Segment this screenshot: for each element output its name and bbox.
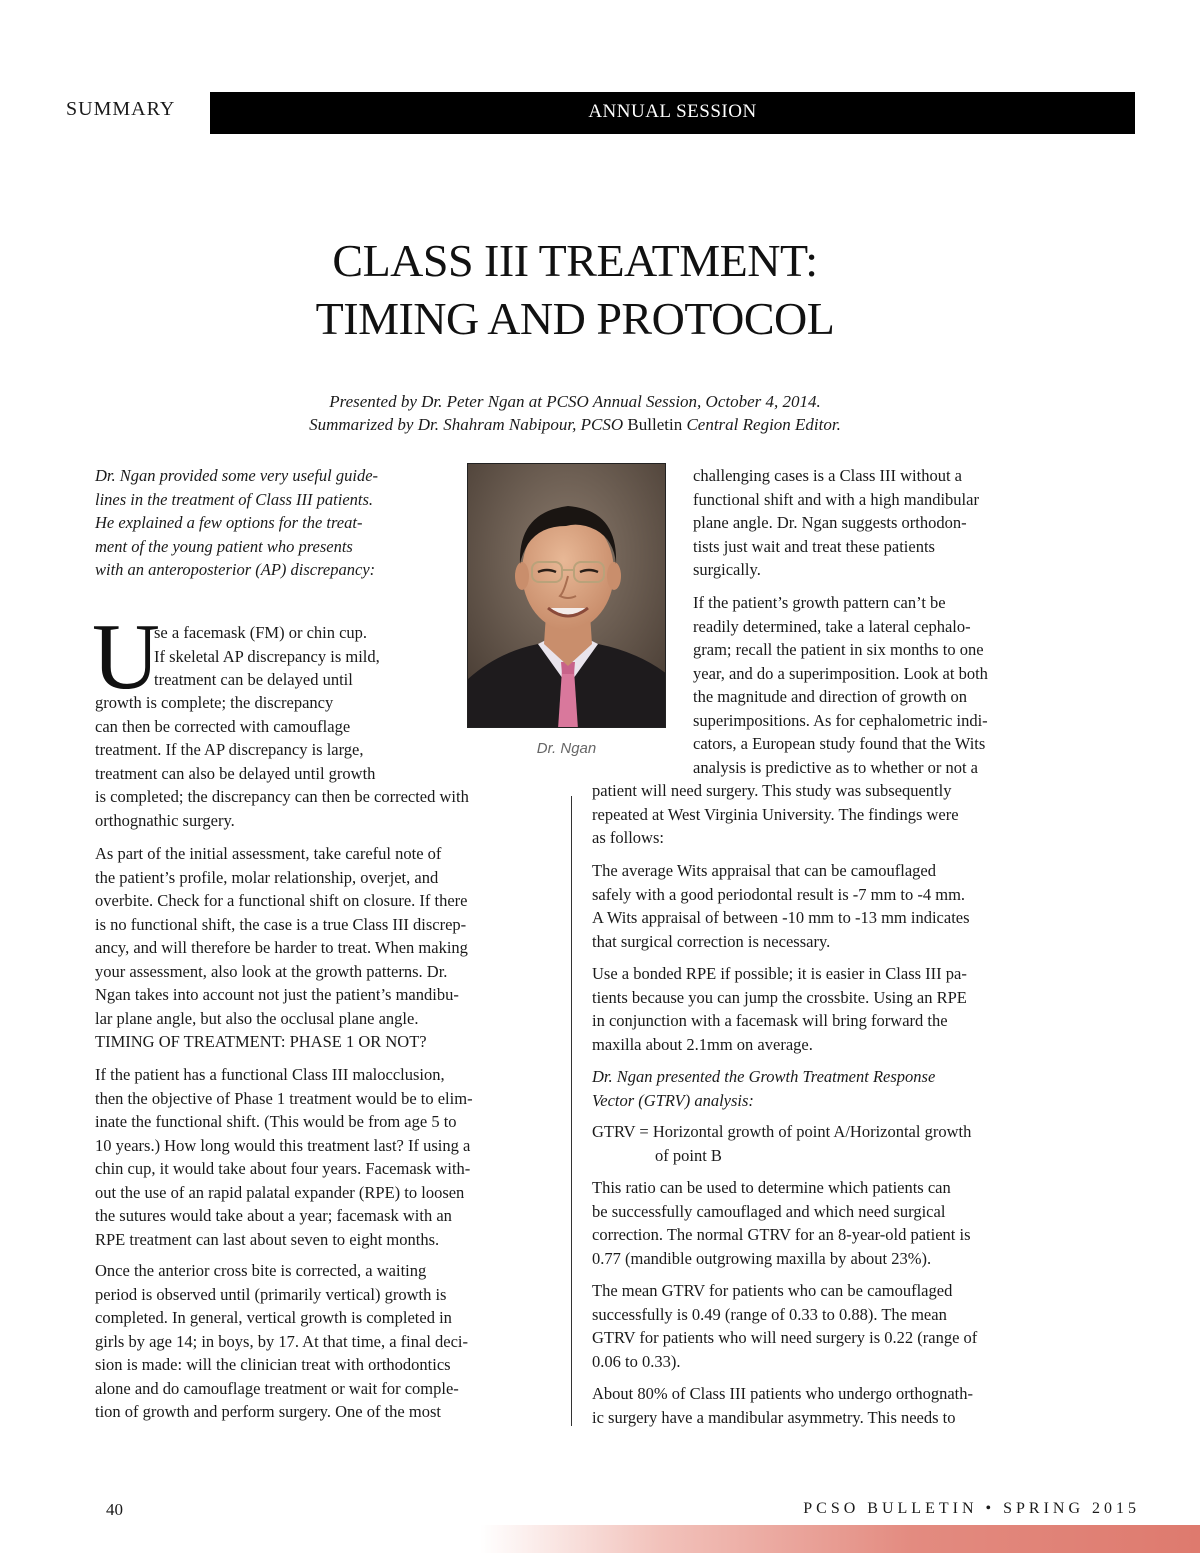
intro-paragraph <box>95 464 378 582</box>
formula-line-1: GTRV = Horizontal growth of point A/Horizontal growth <box>592 1122 972 1141</box>
text-line: 0.06 to 0.33). <box>592 1351 681 1371</box>
right-paragraph-3 <box>592 859 970 953</box>
text-line: maxilla about 2.1mm on average. <box>592 1034 813 1054</box>
text-line: If skeletal AP discrepancy is mild, <box>154 646 380 666</box>
byline-editor: Central Region Editor. <box>686 415 841 434</box>
text-line: This ratio can be used to determine which patients can <box>592 1178 951 1197</box>
text-line: year, and do a superimposition. Look at both <box>693 663 988 683</box>
text-line: ancy, and will therefore be harder to treat. When making <box>95 938 468 957</box>
text-line: plane angle. Dr. Ngan suggests orthodon- <box>693 513 967 532</box>
byline-bulletin: Bulletin <box>627 415 683 434</box>
text-line: cators, a European study found that the Wits <box>693 734 986 753</box>
text-line: challenging cases is a Class III without a <box>693 466 962 485</box>
text-line: as follows: <box>592 828 664 847</box>
text-line: chin cup, it would take about four years. Facemask with- <box>95 1159 471 1178</box>
right-paragraph-6 <box>592 1176 971 1270</box>
section-label: SUMMARY <box>66 98 176 120</box>
text-line: If the patient has a functional Class III malocclusion, <box>95 1065 445 1084</box>
right-paragraph-4 <box>592 962 967 1056</box>
text-line: inate the functional shift. (This would be from age 5 to <box>95 1112 457 1131</box>
text-line: functional shift and with a high mandibular <box>693 489 979 509</box>
right-paragraph-7 <box>592 1279 977 1373</box>
text-line: sion is made: will the clinician treat with orthodontics <box>95 1355 451 1374</box>
text-line: ic surgery have a mandibular asymmetry. This needs to <box>592 1407 956 1427</box>
right-paragraph-8 <box>592 1382 973 1429</box>
text-line: completed. In general, vertical growth is completed in <box>95 1308 452 1327</box>
text-line: GTRV for patients who will need surgery is 0.22 (range of <box>592 1328 978 1347</box>
right-paragraph-1 <box>693 464 979 582</box>
text-line: As part of the initial assessment, take careful note of <box>95 844 442 863</box>
text-line: 10 years.) How long would this treatment last? If using a <box>95 1135 471 1155</box>
text-line: If the patient’s growth pattern can’t be <box>693 593 946 612</box>
column-divider <box>571 796 572 1426</box>
text-line: with an anteroposterior (AP) discrepancy: <box>95 560 376 579</box>
footer-gradient-bar <box>480 1525 1200 1553</box>
dropcap-lines <box>154 621 380 692</box>
text-line: About 80% of Class III patients who undergo orthognath- <box>592 1384 973 1403</box>
text-line: is completed; the discrepancy can then be corrected with <box>95 787 469 806</box>
text-line: The mean GTRV for patients who can be camouflaged <box>592 1281 953 1300</box>
text-line: ment of the young patient who presents <box>95 536 353 556</box>
text-line: surgically. <box>693 560 761 579</box>
text-line: tients because you can jump the crossbite. Using an RPE <box>592 987 967 1007</box>
text-line: successfully is 0.49 (range of 0.33 to 0.88). The mean <box>592 1304 947 1324</box>
text-line: treatment can be delayed until <box>154 670 353 689</box>
text-line: treatment. If the AP discrepancy is large, <box>95 740 364 759</box>
byline-summarizer-text: Summarized by Dr. Shahram Nabipour, PCSO <box>309 415 624 434</box>
text-line: period is observed until (primarily vertical) growth is <box>95 1284 447 1304</box>
text-line: growth is complete; the discrepancy <box>95 693 334 712</box>
text-line: gram; recall the patient in six months to one <box>693 640 984 659</box>
left-paragraph-2 <box>95 842 468 1054</box>
text-line: correction. The normal GTRV for an 8-year-old patient is <box>592 1225 971 1244</box>
text-line: 0.77 (mandible outgrowing maxilla by about 23%). <box>592 1248 932 1268</box>
text-line: treatment can also be delayed until growth <box>95 763 376 783</box>
text-line: safely with a good periodontal result is -7 mm to -4 mm. <box>592 884 966 904</box>
left-paragraph-4 <box>95 1259 468 1424</box>
text-line: lines in the treatment of Class III patients. <box>95 489 374 509</box>
text-line: se a facemask (FM) or chin cup. <box>154 623 368 642</box>
text-line: The average Wits appraisal that can be camouflaged <box>592 861 936 880</box>
text-line: out the use of an rapid palatal expander (RPE) to loosen <box>95 1182 465 1202</box>
text-line: readily determined, take a lateral cephalo- <box>693 616 971 636</box>
page-number: 40 <box>106 1500 123 1519</box>
text-line: your assessment, also look at the growth patterns. Dr. <box>95 961 448 981</box>
text-line: can then be corrected with camouflage <box>95 716 351 736</box>
text-line: then the objective of Phase 1 treatment would be to elim- <box>95 1088 473 1108</box>
portrait-photo <box>467 463 666 728</box>
drop-cap: U <box>92 605 160 709</box>
text-line: Use a bonded RPE if possible; it is easier in Class III pa- <box>592 964 967 983</box>
text-line: A Wits appraisal of between -10 mm to -13 mm indicates <box>592 908 970 927</box>
text-line: Dr. Ngan presented the Growth Treatment Response <box>592 1067 936 1086</box>
text-line: Vector (GTRV) analysis: <box>592 1090 754 1110</box>
article-title-line-2: TIMING AND PROTOCOL <box>315 293 835 344</box>
text-line: be successfully camouflaged and which need surgical <box>592 1201 946 1221</box>
formula-line-2: of point B <box>655 1145 722 1165</box>
gtrv-formula <box>592 1120 971 1167</box>
text-line: in conjunction with a facemask will bring forward the <box>592 1011 948 1030</box>
text-line: is no functional shift, the case is a true Class III discrep- <box>95 914 467 934</box>
text-line: analysis is predictive as to whether or not a <box>693 757 979 777</box>
photo-caption: Dr. Ngan <box>536 740 597 757</box>
text-line: He explained a few options for the treat- <box>95 513 363 532</box>
article-title-line-1: CLASS III TREATMENT: <box>332 235 818 286</box>
publication-footer: PCSO BULLETIN • SPRING 2015 <box>803 1500 1140 1517</box>
text-line: that surgical correction is necessary. <box>592 931 831 951</box>
text-line: lar plane angle, but also the occlusal plane angle. <box>95 1008 419 1028</box>
text-line: Ngan takes into account not just the patient’s mandibu- <box>95 985 459 1004</box>
text-line: the magnitude and direction of growth on <box>693 687 968 706</box>
subheading-timing: TIMING OF TREATMENT: PHASE 1 OR NOT? <box>95 1032 427 1051</box>
text-line: patient will need surgery. This study was subsequently <box>592 781 952 800</box>
text-line: the sutures would take about a year; facemask with an <box>95 1206 452 1225</box>
text-line: orthognathic surgery. <box>95 810 235 830</box>
text-line: repeated at West Virginia University. The findings were <box>592 804 959 824</box>
text-line: tists just wait and treat these patients <box>693 536 935 556</box>
right-paragraph-2-continued <box>592 779 959 850</box>
byline-summarizer <box>0 413 1150 437</box>
right-paragraph-2 <box>693 591 988 779</box>
text-line: the patient’s profile, molar relationship, overjet, and <box>95 867 439 887</box>
portrait-illustration <box>468 464 666 728</box>
text-line: superimpositions. As for cephalometric indi- <box>693 710 988 730</box>
left-paragraph-1 <box>95 691 469 832</box>
text-line: RPE treatment can last about seven to eight months. <box>95 1229 440 1249</box>
text-line: overbite. Check for a functional shift on closure. If there <box>95 891 468 910</box>
text-line: girls by age 14; in boys, by 17. At that time, a final deci- <box>95 1331 469 1351</box>
left-paragraph-3 <box>95 1063 473 1251</box>
byline-presenter: Presented by Dr. Peter Ngan at PCSO Annual Session, October 4, 2014. <box>329 392 821 411</box>
text-line: Once the anterior cross bite is corrected, a waiting <box>95 1261 427 1280</box>
right-paragraph-5 <box>592 1065 935 1112</box>
text-line: Dr. Ngan provided some very useful guide- <box>95 466 379 485</box>
text-line: tion of growth and perform surgery. One of the most <box>95 1402 441 1421</box>
text-line: alone and do camouflage treatment or wait for comple- <box>95 1378 459 1398</box>
section-banner: ANNUAL SESSION <box>210 92 1135 134</box>
